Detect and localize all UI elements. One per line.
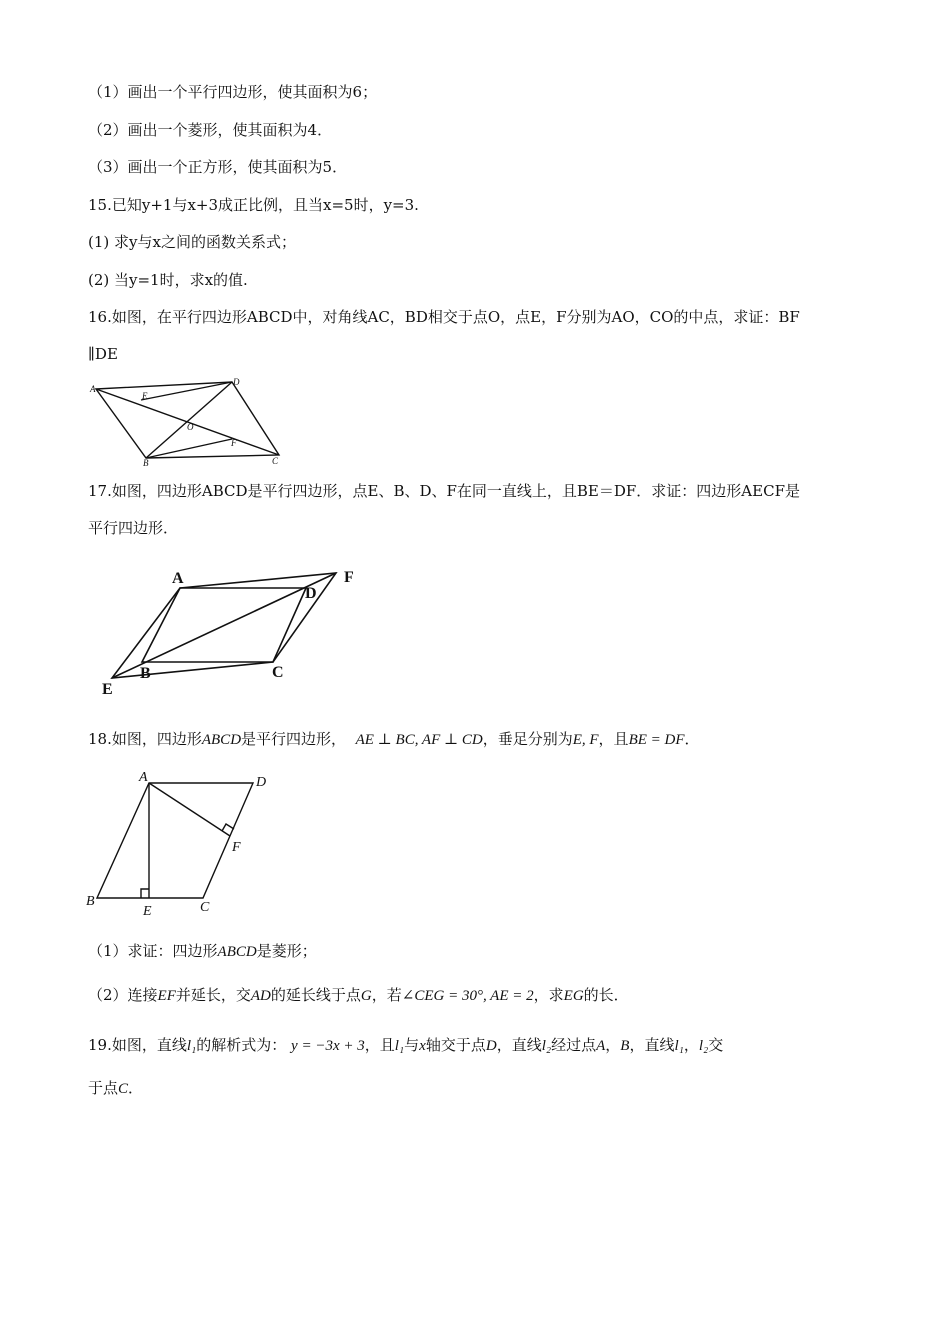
q14-part1: （1）画出一个平行四边形，使其面积为6； [88, 83, 378, 101]
q18-figure [82, 766, 282, 918]
q19-stem-line2: 于点C． [88, 1079, 144, 1097]
q16-label-a: A [90, 384, 96, 394]
q16-label-d: D [233, 377, 240, 387]
q16-label-b: B [143, 458, 149, 468]
q14-part2: （2）画出一个菱形，使其面积为4． [88, 121, 333, 139]
q18-part1: （1）求证：四边形ABCD是菱形； [88, 942, 317, 960]
q18-label-c: C [200, 900, 210, 915]
q16-figure [88, 372, 288, 468]
q17-label-b: B [140, 665, 151, 682]
q17-label-e: E [102, 681, 113, 698]
q18-stem: 18.如图，四边形ABCD是平行四边形， AE ⊥ BC, AF ⊥ CD，垂足分别为E, F，且BE = DF． [88, 730, 700, 748]
q18-part2: （2）连接EF并延长，交AD的延长线于点G，若∠CEG = 30°, AE = 2，求EG的长． [88, 986, 629, 1004]
q15-stem: 15.已知y+1与x+3成正比例，且当x=5时，y=3. [88, 196, 419, 214]
q16-label-e: E [142, 391, 148, 401]
q15-part1: (1) 求y与x之间的函数关系式； [88, 233, 296, 251]
q16-stem-line1: 16.如图，在平行四边形ABCD中，对角线AC，BD相交于点O，点E，F分别为AO，CO的中点，求证：BF [88, 308, 800, 326]
q16-stem-line2: ∥DE [88, 345, 118, 363]
q18-label-b: B [86, 894, 95, 909]
q18-label-d: D [256, 775, 267, 790]
q18-label-a: A [139, 770, 148, 785]
q17-label-f: F [344, 569, 354, 586]
q18-label-f: F [232, 840, 241, 855]
q19-stem-line1: 19.如图，直线l₁的解析式为： y = −3x + 3，且l₁与x轴交于点D，直线l₂经过点A，B，直线l₁，l₂交 [88, 1036, 724, 1054]
q17-figure [95, 562, 365, 700]
q17-label-d: D [305, 585, 317, 602]
q17-stem-line1: 17.如图，四边形ABCD是平行四边形，点E、B、D、F在同一直线上，且BE＝DF．求证：四边形AECF是 [88, 482, 800, 500]
q17-label-a: A [172, 570, 184, 587]
q15-part2: (2) 当y=1时，求x的值. [88, 271, 248, 289]
q16-label-o: O [187, 422, 194, 432]
q14-part3: （3）画出一个正方形，使其面积为5． [88, 158, 348, 176]
q17-stem-line2: 平行四边形． [88, 519, 179, 537]
q16-label-f: F [231, 438, 237, 448]
q17-label-c: C [272, 664, 284, 681]
q18-label-e: E [143, 904, 152, 918]
q16-label-c: C [272, 456, 279, 466]
